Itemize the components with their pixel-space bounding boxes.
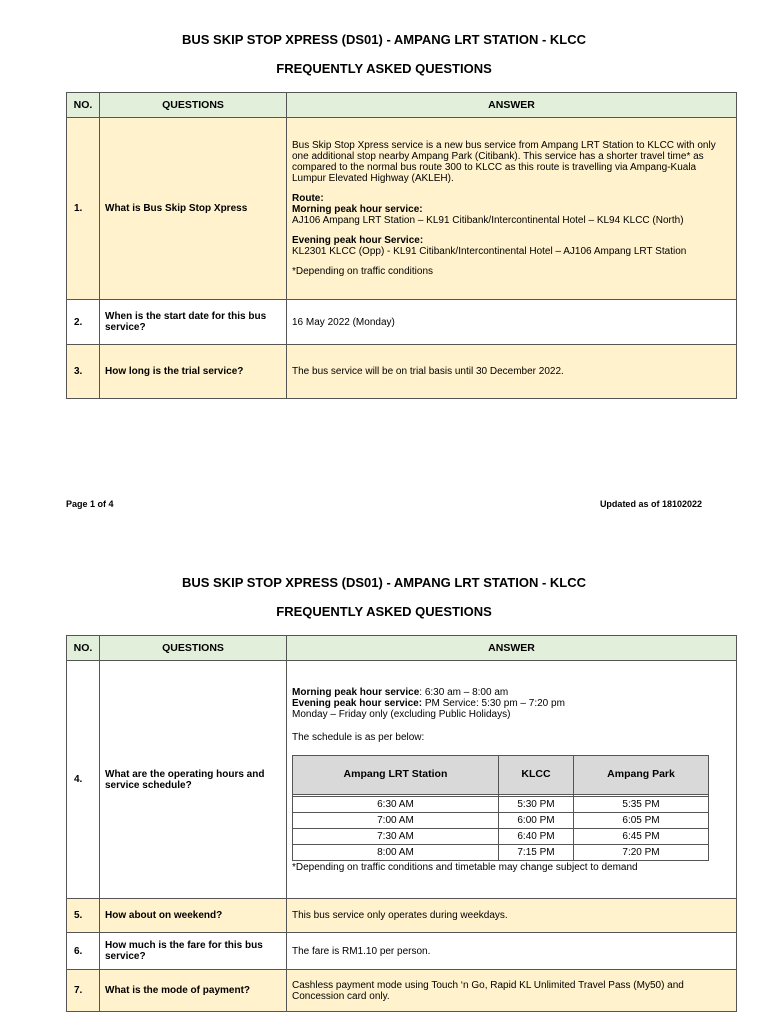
schedule-cell: 6:45 PM bbox=[574, 828, 709, 844]
schedule-header: KLCC bbox=[498, 755, 573, 794]
table-header-row bbox=[67, 636, 737, 661]
schedule-cell: 5:35 PM bbox=[574, 796, 709, 812]
morning-hours-value: : 6:30 am – 8:00 am bbox=[419, 686, 509, 698]
operating-days: Monday – Friday only (excluding Public Holidays) bbox=[292, 708, 511, 720]
row-answer: Cashless payment mode using Touch ‘n Go, Rapid KL Unlimited Travel Pass (My50) and Concession card only. bbox=[287, 970, 737, 1012]
row-question: What is the mode of payment? bbox=[100, 970, 287, 1012]
row-number: 4. bbox=[67, 661, 100, 899]
schedule-cell: 7:00 AM bbox=[293, 812, 499, 828]
route-label: Route: bbox=[292, 193, 324, 204]
schedule-row bbox=[293, 844, 709, 860]
answer-evening-block bbox=[292, 235, 731, 257]
schedule-header: Ampang LRT Station bbox=[293, 755, 499, 794]
evening-label: Evening peak hour Service: bbox=[292, 235, 424, 246]
morning-hours bbox=[292, 687, 731, 698]
table-row bbox=[67, 345, 737, 399]
table-row bbox=[67, 899, 737, 933]
evening-hours-label: Evening peak hour service: bbox=[292, 697, 423, 709]
row-question: When is the start date for this bus service? bbox=[100, 300, 287, 345]
row-answer bbox=[287, 118, 737, 300]
row-question: How about on weekend? bbox=[100, 899, 287, 933]
schedule-header-row bbox=[293, 755, 709, 794]
table-row bbox=[67, 970, 737, 1012]
schedule-cell: 6:05 PM bbox=[574, 812, 709, 828]
schedule-note: *Depending on traffic conditions and timetable may change subject to demand bbox=[292, 861, 638, 873]
schedule-row bbox=[293, 828, 709, 844]
evening-route: KL2301 KLCC (Opp) - KL91 Citibank/Intercontinental Hotel – AJ106 Ampang LRT Station bbox=[292, 246, 687, 257]
row-question: What is Bus Skip Stop Xpress bbox=[100, 118, 287, 300]
table-row bbox=[67, 933, 737, 970]
row-question: What are the operating hours and service schedule? bbox=[100, 661, 287, 899]
answer-route-block bbox=[292, 193, 731, 226]
faq-table-page-2 bbox=[66, 635, 737, 1012]
schedule-cell: 7:30 AM bbox=[293, 828, 499, 844]
row-number: 2. bbox=[67, 300, 100, 345]
answer-intro: Bus Skip Stop Xpress service is a new bus service from Ampang LRT Station to KLCC with only one additional stop nearby Ampang Park (Citibank). This service has a shorter travel time* as compared to the normal bus route 300 to KLCC as this route is travelling via Ampang-Kuala Lumpur Elevated Highway (AKLEH). bbox=[292, 140, 716, 184]
row-question: How long is the trial service? bbox=[100, 345, 287, 399]
table-row bbox=[67, 661, 737, 899]
schedule-cell: 5:30 PM bbox=[498, 796, 573, 812]
row-number: 7. bbox=[67, 970, 100, 1012]
row-number: 1. bbox=[67, 118, 100, 300]
document-subtitle: FREQUENTLY ASKED QUESTIONS bbox=[276, 604, 492, 619]
table-header-row bbox=[67, 93, 737, 118]
schedule-table bbox=[292, 755, 709, 861]
row-question: How much is the fare for this bus service? bbox=[100, 933, 287, 970]
header-no: NO. bbox=[67, 636, 100, 661]
schedule-row bbox=[293, 796, 709, 812]
answer-note: *Depending on traffic conditions bbox=[292, 266, 434, 277]
row-number: 6. bbox=[67, 933, 100, 970]
schedule-row bbox=[293, 812, 709, 828]
document-subtitle: FREQUENTLY ASKED QUESTIONS bbox=[276, 61, 492, 76]
header-no: NO. bbox=[67, 93, 100, 118]
schedule-cell: 8:00 AM bbox=[293, 844, 499, 860]
schedule-intro: The schedule is as per below: bbox=[292, 731, 425, 743]
schedule-cell: 6:30 AM bbox=[293, 796, 499, 812]
schedule-cell: 6:00 PM bbox=[498, 812, 573, 828]
row-number: 5. bbox=[67, 899, 100, 933]
morning-hours-label: Morning peak hour service bbox=[292, 686, 420, 698]
faq-table-page-1 bbox=[66, 92, 737, 399]
schedule-cell: 7:15 PM bbox=[498, 844, 573, 860]
row-answer bbox=[287, 661, 737, 899]
evening-hours-value: PM Service: 5:30 pm – 7:20 pm bbox=[422, 697, 565, 709]
table-row bbox=[67, 300, 737, 345]
header-answer: ANSWER bbox=[287, 93, 737, 118]
evening-hours bbox=[292, 698, 731, 709]
morning-route: AJ106 Ampang LRT Station – KL91 Citibank/Intercontinental Hotel – KL94 KLCC (North) bbox=[292, 215, 684, 226]
schedule-cell: 7:20 PM bbox=[574, 844, 709, 860]
header-answer: ANSWER bbox=[287, 636, 737, 661]
row-answer: The bus service will be on trial basis until 30 December 2022. bbox=[287, 345, 737, 399]
document-title: BUS SKIP STOP XPRESS (DS01) - AMPANG LRT STATION - KLCC bbox=[181, 575, 586, 590]
row-number: 3. bbox=[67, 345, 100, 399]
header-questions: QUESTIONS bbox=[100, 93, 287, 118]
row-answer: 16 May 2022 (Monday) bbox=[287, 300, 737, 345]
schedule-cell: 6:40 PM bbox=[498, 828, 573, 844]
document-title: BUS SKIP STOP XPRESS (DS01) - AMPANG LRT STATION - KLCC bbox=[181, 32, 586, 47]
table-row bbox=[67, 118, 737, 300]
header-questions: QUESTIONS bbox=[100, 636, 287, 661]
row-answer: This bus service only operates during weekdays. bbox=[287, 899, 737, 933]
page-number: Page 1 of 4 bbox=[66, 499, 114, 509]
updated-date: Updated as of 18102022 bbox=[599, 499, 702, 509]
schedule-header: Ampang Park bbox=[574, 755, 709, 794]
row-answer: The fare is RM1.10 per person. bbox=[287, 933, 737, 970]
morning-label: Morning peak hour service: bbox=[292, 204, 423, 215]
